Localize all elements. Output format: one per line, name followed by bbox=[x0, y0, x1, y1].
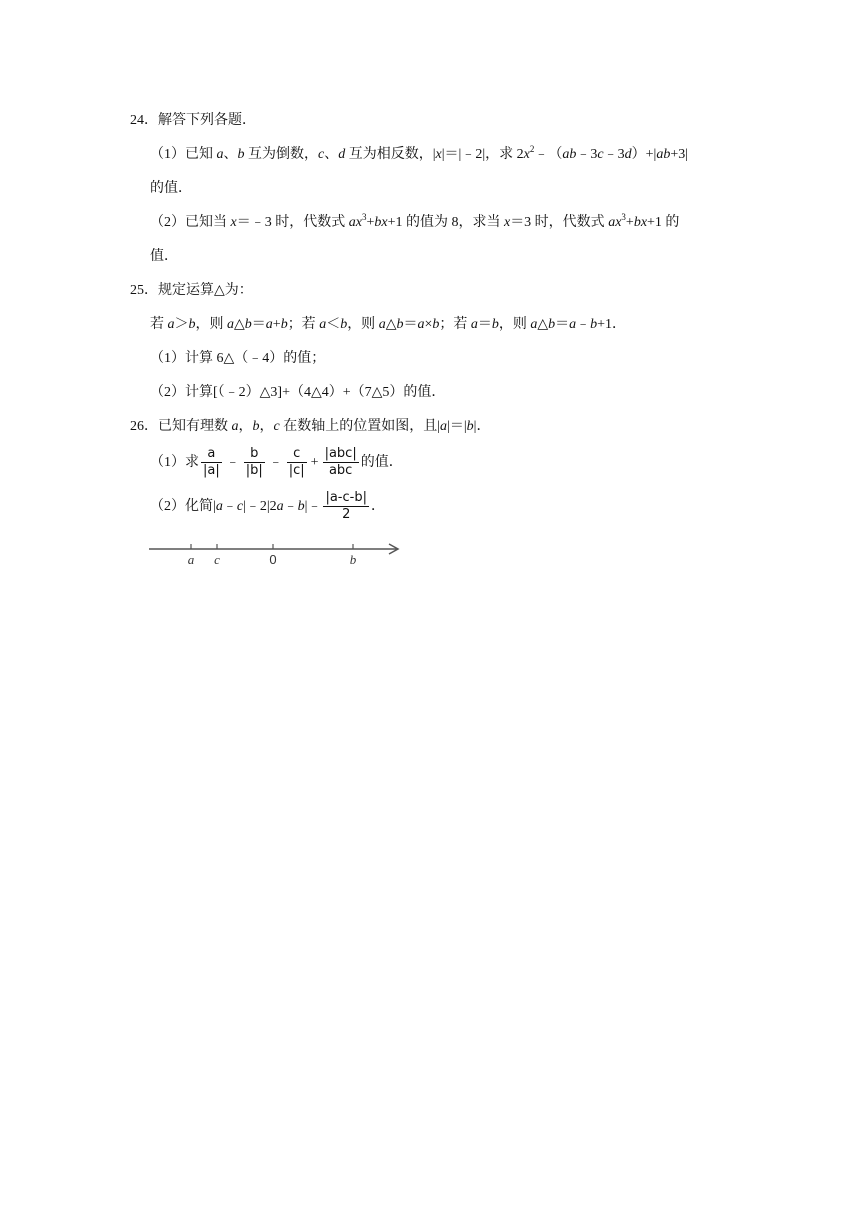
number-line bbox=[145, 538, 415, 570]
q26-title: 26．已知有理数 a，b，c 在数轴上的位置如图，且|a|＝|b|． bbox=[130, 419, 491, 434]
q24-part2-cont: 值． bbox=[150, 249, 178, 264]
fraction-b-over-abs-b: $\frac{b}{|b|}$ bbox=[245, 446, 263, 479]
q25-part2: （2）计算[（﹣2）△3]+（4△4）+（7△5）的值． bbox=[150, 385, 446, 400]
fraction-c-over-abs-c: $\frac{c}{|c|}$ bbox=[288, 446, 305, 479]
q25-part1: （1）计算 6△（﹣4）的值； bbox=[150, 351, 326, 366]
fraction-abs-abc-over-abc: $\frac{\text{|abc|}}{\text{abc}}$ bbox=[324, 446, 357, 479]
q24-part1: （1）已知 a、b 互为倒数，c、d 互为相反数，|x|＝|﹣2|，求 $2x^2﹣(ab﹣3c﹣3d)+|ab+3|$ bbox=[150, 144, 689, 162]
label-zero: 0 bbox=[269, 552, 277, 567]
q24-part2: （2）已知当 x＝﹣3 时，代数式 $ax^3+bx+1$ 的值为 8，求当 x＝3 时，代数式 $ax^3+bx+1$ 的 bbox=[150, 212, 680, 230]
q26-part1: （1）求 $\frac{a}{|a|}$ ﹣ $\frac{b}{|b|}$ ﹣ $\frac{c}{|c|}$ + $\frac{\text{|abc|}}{\text{abc}}$ 的值． bbox=[150, 446, 403, 479]
fraction-a-over-abs-a: $\frac{a}{|a|}$ bbox=[203, 446, 220, 479]
q24-part1-cont: 的值． bbox=[150, 181, 192, 196]
q25-rule: 若 a＞b，则 a△b＝a+b；若 a＜b，则 a△b＝a×b；若 a＝b，则 a△b＝a﹣b+1． bbox=[150, 317, 627, 332]
label-c: c bbox=[214, 552, 220, 567]
fraction-abs-a-c-b-over-2: $\frac{|a-c-b|}{2}$ bbox=[325, 490, 367, 523]
q26-part2: （2）化简|a﹣c|﹣2|2a﹣b|﹣ $\frac{|a-c-b|}{2}$ ． bbox=[150, 490, 385, 523]
label-a: a bbox=[187, 552, 195, 567]
label-b: b bbox=[349, 552, 357, 567]
q24-title: 24．解答下列各题． bbox=[130, 113, 256, 128]
q25-title: 25．规定运算△为： bbox=[130, 283, 253, 298]
